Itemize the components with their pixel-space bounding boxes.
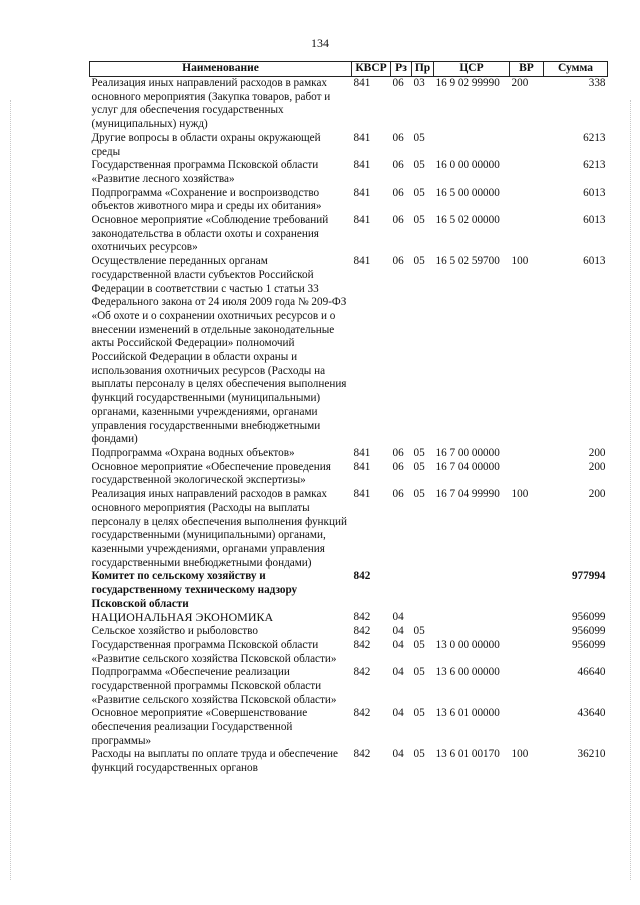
cell-sum: 6013: [583, 255, 606, 268]
cell-sum: 200: [588, 446, 606, 459]
cell-csr: [434, 132, 510, 159]
cell-vr: 200: [511, 77, 529, 89]
cell-sum: 46640: [577, 666, 606, 679]
header-sum: Сумма: [544, 62, 608, 77]
cell-vr: [510, 611, 544, 625]
cell-pr: 05: [413, 460, 425, 473]
cell-rz: 04: [392, 666, 404, 679]
scan-edge-right: [630, 100, 632, 880]
cell-rz: 04: [392, 638, 404, 651]
cell-rz: 06: [392, 77, 404, 89]
cell-vr: [510, 707, 544, 748]
cell-vr: 100: [511, 255, 529, 268]
cell-csr: 13 6 01 00000: [435, 707, 500, 720]
cell-sum: 200: [588, 460, 606, 473]
cell-csr: [434, 611, 510, 625]
cell-name: Осуществление переданных органам государственной власти субъектов Российской Федерации в соответствии с частью 1 статьи 33 Федерального закона от 24 июля 2009 года № 209-ФЗ «Об охоте и о сохранении охотничьих ресурсов и о внесении изменений в отдельные законодательные акты Российской Федерации» полномочий Российской Федерации в области охраны и использования охотничьих ресурсов (Расходы на выплаты персоналу в целях обеспечения выполнения функций государственными (муниципальными) органами, казенными учреждениями, органами управления государственными внебюджетными фондами): [91, 255, 347, 446]
cell-kvsr: 842: [353, 611, 371, 624]
cell-csr: 16 5 02 59700: [435, 255, 500, 268]
header-kvsr: КВСР: [352, 62, 391, 77]
cell-pr: 05: [413, 488, 425, 501]
cell-rz: 06: [392, 214, 404, 227]
cell-kvsr: 841: [353, 460, 371, 473]
cell-kvsr: 842: [353, 625, 371, 638]
header-pr: Пр: [412, 62, 434, 77]
cell-pr: 05: [413, 748, 425, 761]
cell-vr: 100: [511, 488, 529, 501]
cell-pr: 05: [413, 214, 425, 227]
cell-vr: [510, 639, 544, 666]
cell-csr: 16 9 02 99990: [435, 77, 500, 89]
cell-name: Основное мероприятие «Соблюдение требований законодательства в области охоты и сохранения охотничьих ресурсов»: [91, 214, 329, 254]
cell-vr: [510, 447, 544, 461]
cell-name: Подпрограмма «Сохранение и воспроизводство объектов животного мира и среды их обитания»: [91, 186, 322, 213]
cell-name: НАЦИОНАЛЬНАЯ ЭКОНОМИКА: [91, 610, 274, 625]
cell-csr: 13 0 00 00000: [435, 638, 500, 651]
cell-pr: 05: [413, 638, 425, 651]
cell-rz: 06: [392, 186, 404, 199]
cell-vr: 100: [511, 748, 529, 761]
header-name: Наименование: [90, 62, 352, 77]
cell-vr: [510, 132, 544, 159]
cell-pr: 05: [413, 186, 425, 199]
table-row: [90, 255, 608, 447]
cell-csr: 16 7 04 99990: [435, 488, 500, 501]
header-vr: ВР: [510, 62, 544, 77]
cell-pr: 05: [413, 707, 425, 720]
cell-pr: 05: [413, 446, 425, 459]
cell-sum: 6213: [583, 159, 606, 172]
table-row: [90, 666, 608, 707]
cell-csr: 16 0 00 00000: [435, 159, 500, 172]
cell-rz: [391, 570, 412, 611]
cell-vr: [510, 666, 544, 707]
cell-kvsr: 842: [353, 570, 371, 583]
cell-sum: 977994: [571, 570, 606, 583]
cell-name: Государственная программа Псковской области «Развитие сельского хозяйства Псковской области»: [91, 638, 337, 665]
table-row: [90, 132, 608, 159]
cell-kvsr: 842: [353, 748, 371, 761]
table-row: [90, 625, 608, 639]
table-row: [90, 461, 608, 488]
cell-pr: [412, 570, 434, 611]
cell-vr: [510, 159, 544, 186]
cell-name: Расходы на выплаты по оплате труда и обеспечение функций государственных органов: [91, 748, 338, 775]
cell-sum: 956099: [571, 638, 606, 651]
cell-csr: 16 7 04 00000: [435, 460, 500, 473]
cell-csr: 13 6 01 00170: [435, 748, 500, 761]
cell-kvsr: 841: [353, 131, 371, 144]
cell-vr: [510, 625, 544, 639]
cell-sum: 956099: [571, 625, 606, 638]
cell-rz: 04: [392, 625, 404, 638]
cell-name: Подпрограмма «Охрана водных объектов»: [91, 446, 295, 459]
cell-pr: 05: [413, 131, 425, 144]
table-row: [90, 77, 608, 132]
table-body: [90, 77, 608, 776]
cell-pr: 05: [413, 159, 425, 172]
cell-csr: 16 7 00 00000: [435, 446, 500, 459]
table-header: [90, 62, 608, 77]
cell-rz: 06: [392, 255, 404, 268]
cell-pr: [412, 611, 434, 625]
cell-rz: 06: [392, 131, 404, 144]
cell-name: Другие вопросы в области охраны окружающей среды: [91, 131, 321, 158]
cell-vr: [510, 187, 544, 214]
cell-sum: 338: [588, 77, 606, 89]
cell-rz: 06: [392, 460, 404, 473]
cell-name: Основное мероприятие «Обеспечение проведения государственной экологической экспертизы»: [91, 460, 331, 487]
cell-sum: 43640: [577, 707, 606, 720]
table-row: [90, 488, 608, 570]
table-row: [90, 570, 608, 611]
cell-pr: 05: [413, 255, 425, 268]
cell-name: Государственная программа Псковской области «Развитие лесного хозяйства»: [91, 159, 319, 185]
cell-name: Подпрограмма «Обеспечение реализации государственной программы Псковской области «Развитие сельского хозяйства Псковской области»: [91, 666, 337, 706]
cell-csr: 16 5 02 00000: [435, 214, 500, 227]
cell-kvsr: 841: [353, 446, 371, 459]
cell-name: Сельское хозяйство и рыболовство: [91, 625, 258, 638]
table-row: [90, 611, 608, 625]
table-row: [90, 707, 608, 748]
cell-vr: [510, 214, 544, 255]
cell-kvsr: 842: [353, 638, 371, 651]
header-rz: Рз: [391, 62, 412, 77]
header-csr: ЦСР: [434, 62, 510, 77]
cell-sum: 956099: [571, 611, 606, 624]
cell-csr: [434, 570, 510, 611]
table-row: [90, 214, 608, 255]
table-row: [90, 748, 608, 775]
cell-rz: 04: [392, 611, 404, 624]
scan-edge-left: [10, 100, 12, 880]
cell-rz: 06: [392, 159, 404, 172]
cell-pr: 03: [413, 77, 425, 89]
cell-rz: 04: [392, 748, 404, 761]
cell-sum: 200: [588, 488, 606, 501]
cell-pr: 05: [413, 666, 425, 679]
cell-vr: [510, 461, 544, 488]
cell-vr: [510, 570, 544, 611]
cell-sum: 6213: [583, 131, 606, 144]
cell-kvsr: 841: [353, 77, 371, 89]
cell-kvsr: 841: [353, 214, 371, 227]
cell-kvsr: 841: [353, 488, 371, 501]
cell-kvsr: 842: [353, 707, 371, 720]
table-row: [90, 187, 608, 214]
table-row: [90, 159, 608, 186]
cell-kvsr: 841: [353, 255, 371, 268]
cell-csr: 13 6 00 00000: [435, 666, 500, 679]
page-number: 134: [311, 36, 329, 50]
table-row: [90, 447, 608, 461]
budget-table: [89, 61, 608, 776]
cell-name: Основное мероприятие «Совершенствование обеспечения реализации Государственной программы»: [91, 707, 308, 747]
cell-name: Комитет по сельскому хозяйству и государственному техническому надзору Псковской области: [91, 570, 298, 610]
cell-pr: 05: [413, 625, 425, 638]
cell-kvsr: 841: [353, 186, 371, 199]
cell-sum: 6013: [583, 214, 606, 227]
cell-rz: 06: [392, 488, 404, 501]
cell-name: Реализация иных направлений расходов в рамках основного мероприятия (Расходы на выплаты персоналу в целях обеспечения выполнения функций государственными (муниципальными) органами, казенными учреждениями, органами управления государственными внебюджетными фондами): [91, 488, 347, 569]
table-row: [90, 639, 608, 666]
cell-csr: [434, 625, 510, 639]
cell-kvsr: 841: [353, 159, 371, 172]
cell-kvsr: 842: [353, 666, 371, 679]
cell-csr: 16 5 00 00000: [435, 186, 500, 199]
cell-name: Реализация иных направлений расходов в рамках основного мероприятия (Закупка товаров, работ и услуг для обеспечения государственных (муниципальных) нужд): [91, 77, 331, 131]
cell-rz: 06: [392, 446, 404, 459]
cell-sum: 6013: [583, 186, 606, 199]
cell-rz: 04: [392, 707, 404, 720]
cell-sum: 36210: [577, 748, 606, 761]
